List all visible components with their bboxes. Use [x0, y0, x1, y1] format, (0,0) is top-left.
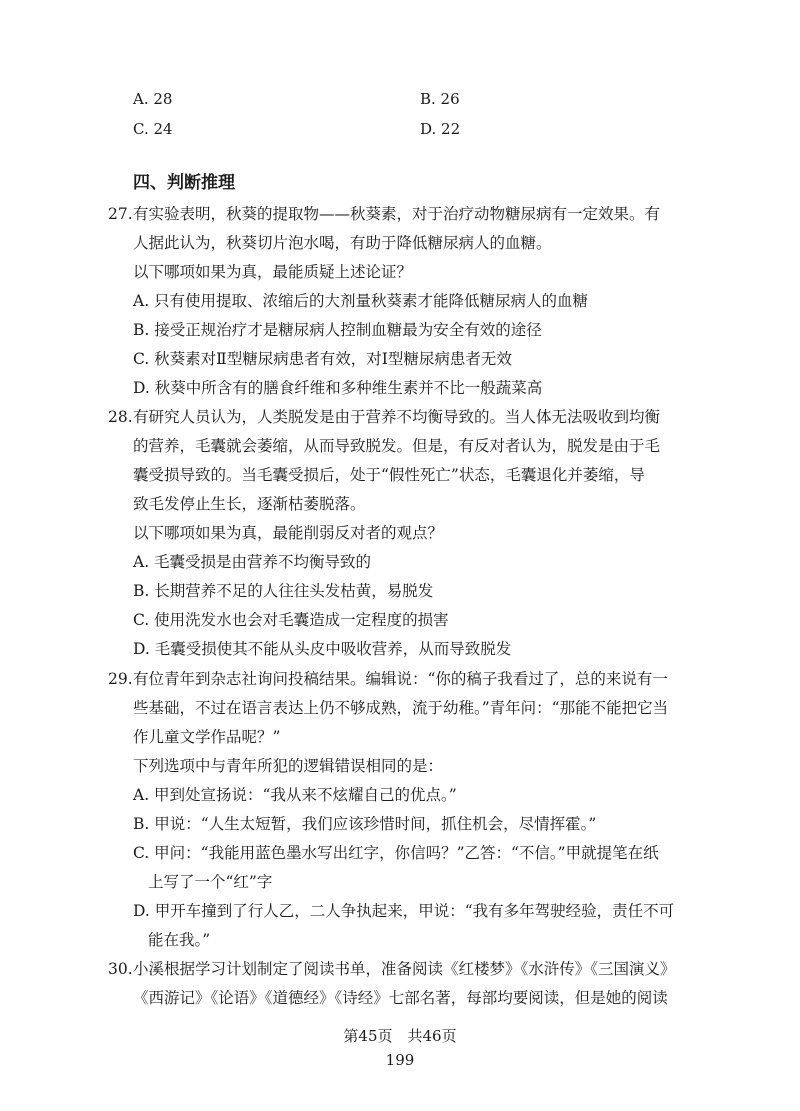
option-row [133, 114, 693, 144]
question-stem: 有位青年到杂志社询问投稿结果。编辑说：“你的稿子我看过了，总的来说有一 [133, 670, 668, 688]
answer-option-continuation: 上写了一个“红”字 [148, 873, 273, 891]
option-d: D. 22 [420, 120, 461, 138]
question-number: 29. [108, 670, 133, 688]
page-info: 第45页 共46页 [343, 1027, 457, 1045]
question-prompt: 以下哪项如果为真，最能削弱反对者的观点？ [133, 524, 444, 542]
answer-option-continuation: 能在我。” [148, 931, 211, 949]
question-stem: 有实验表明，秋葵的提取物——秋葵素，对于治疗动物糖尿病有一定效果。有 [133, 205, 661, 223]
question-number: 30. [108, 960, 133, 978]
question-number: 27. [108, 205, 133, 223]
answer-option: A. 甲到处宣扬说：“我从来不炫耀自己的优点。” [133, 786, 457, 804]
question-stem: 作儿童文学作品呢？” [133, 728, 281, 746]
answer-option: C. 秋葵素对Ⅱ型糖尿病患者有效，对Ⅰ型糖尿病患者无效 [133, 350, 512, 368]
question-stem: 小溪根据学习计划制定了阅读书单，准备阅读《红楼梦》《水浒传》《三国演义》 [133, 960, 676, 978]
question-stem: 的营养，毛囊就会萎缩，从而导致脱发。但是，有反对者认为，脱发是由于毛 [133, 437, 661, 455]
question-prompt: 下列选项中与青年所犯的逻辑错误相同的是： [133, 757, 444, 775]
section-title: 四、判断推理 [133, 173, 235, 193]
answer-option: C. 甲问：“我能用蓝色墨水写出红字，你信吗？”乙答：“不信。”甲就提笔在纸 [133, 844, 659, 862]
question-30 [108, 955, 688, 1013]
answer-option: B. 接受正规治疗才是糖尿病人控制血糖最为安全有效的途径 [133, 321, 542, 339]
option-b: B. 26 [420, 90, 460, 108]
question-stem: 《西游记》《论语》《道德经》《诗经》七部名著，每部均要阅读，但是她的阅读 [133, 989, 668, 1007]
answer-option: B. 长期营养不足的人往往头发枯黄，易脱发 [133, 582, 434, 600]
question-29 [108, 665, 688, 955]
question-stem: 囊受损导致的。当毛囊受损后，处于“假性死亡”状态，毛囊退化并萎缩，导 [133, 466, 645, 484]
answer-option: D. 甲开车撞到了行人乙，二人争执起来，甲说：“我有多年驾驶经验，责任不可 [133, 902, 675, 920]
page-number: 199 [385, 1051, 415, 1069]
option-row [133, 84, 693, 114]
answer-option: B. 甲说：“人生太短暂，我们应该珍惜时间，抓住机会，尽情挥霍。” [133, 815, 597, 833]
answer-option: A. 只有使用提取、浓缩后的大剂量秋葵素才能降低糖尿病人的血糖 [133, 292, 589, 310]
question-28 [108, 403, 688, 664]
question-prompt: 以下哪项如果为真，最能质疑上述论证？ [133, 263, 413, 281]
answer-option: D. 秋葵中所含有的膳食纤维和多种维生素并不比一般蔬菜高 [133, 379, 543, 397]
answer-option: D. 毛囊受损使其不能从头皮中吸收营养，从而导致脱发 [133, 640, 512, 658]
question-stem: 有研究人员认为，人类脱发是由于营养不均衡导致的。当人体无法吸收到均衡 [133, 408, 661, 426]
option-c: C. 24 [133, 120, 173, 138]
question-stem: 些基础，不过在语言表达上仍不够成熟，流于幼稚。”青年问：“那能不能把它当 [133, 699, 669, 717]
answer-option: C. 使用洗发水也会对毛囊造成一定程度的损害 [133, 611, 449, 629]
previous-question-options [133, 84, 693, 144]
question-number: 28. [108, 408, 133, 426]
question-stem: 人据此认为，秋葵切片泡水喝，有助于降低糖尿病人的血糖。 [133, 234, 552, 252]
question-27 [108, 200, 688, 403]
answer-option: A. 毛囊受损是由营养不均衡导致的 [133, 553, 372, 571]
question-stem: 致毛发停止生长，逐渐枯萎脱落。 [133, 495, 366, 513]
option-a: A. 28 [133, 90, 173, 108]
